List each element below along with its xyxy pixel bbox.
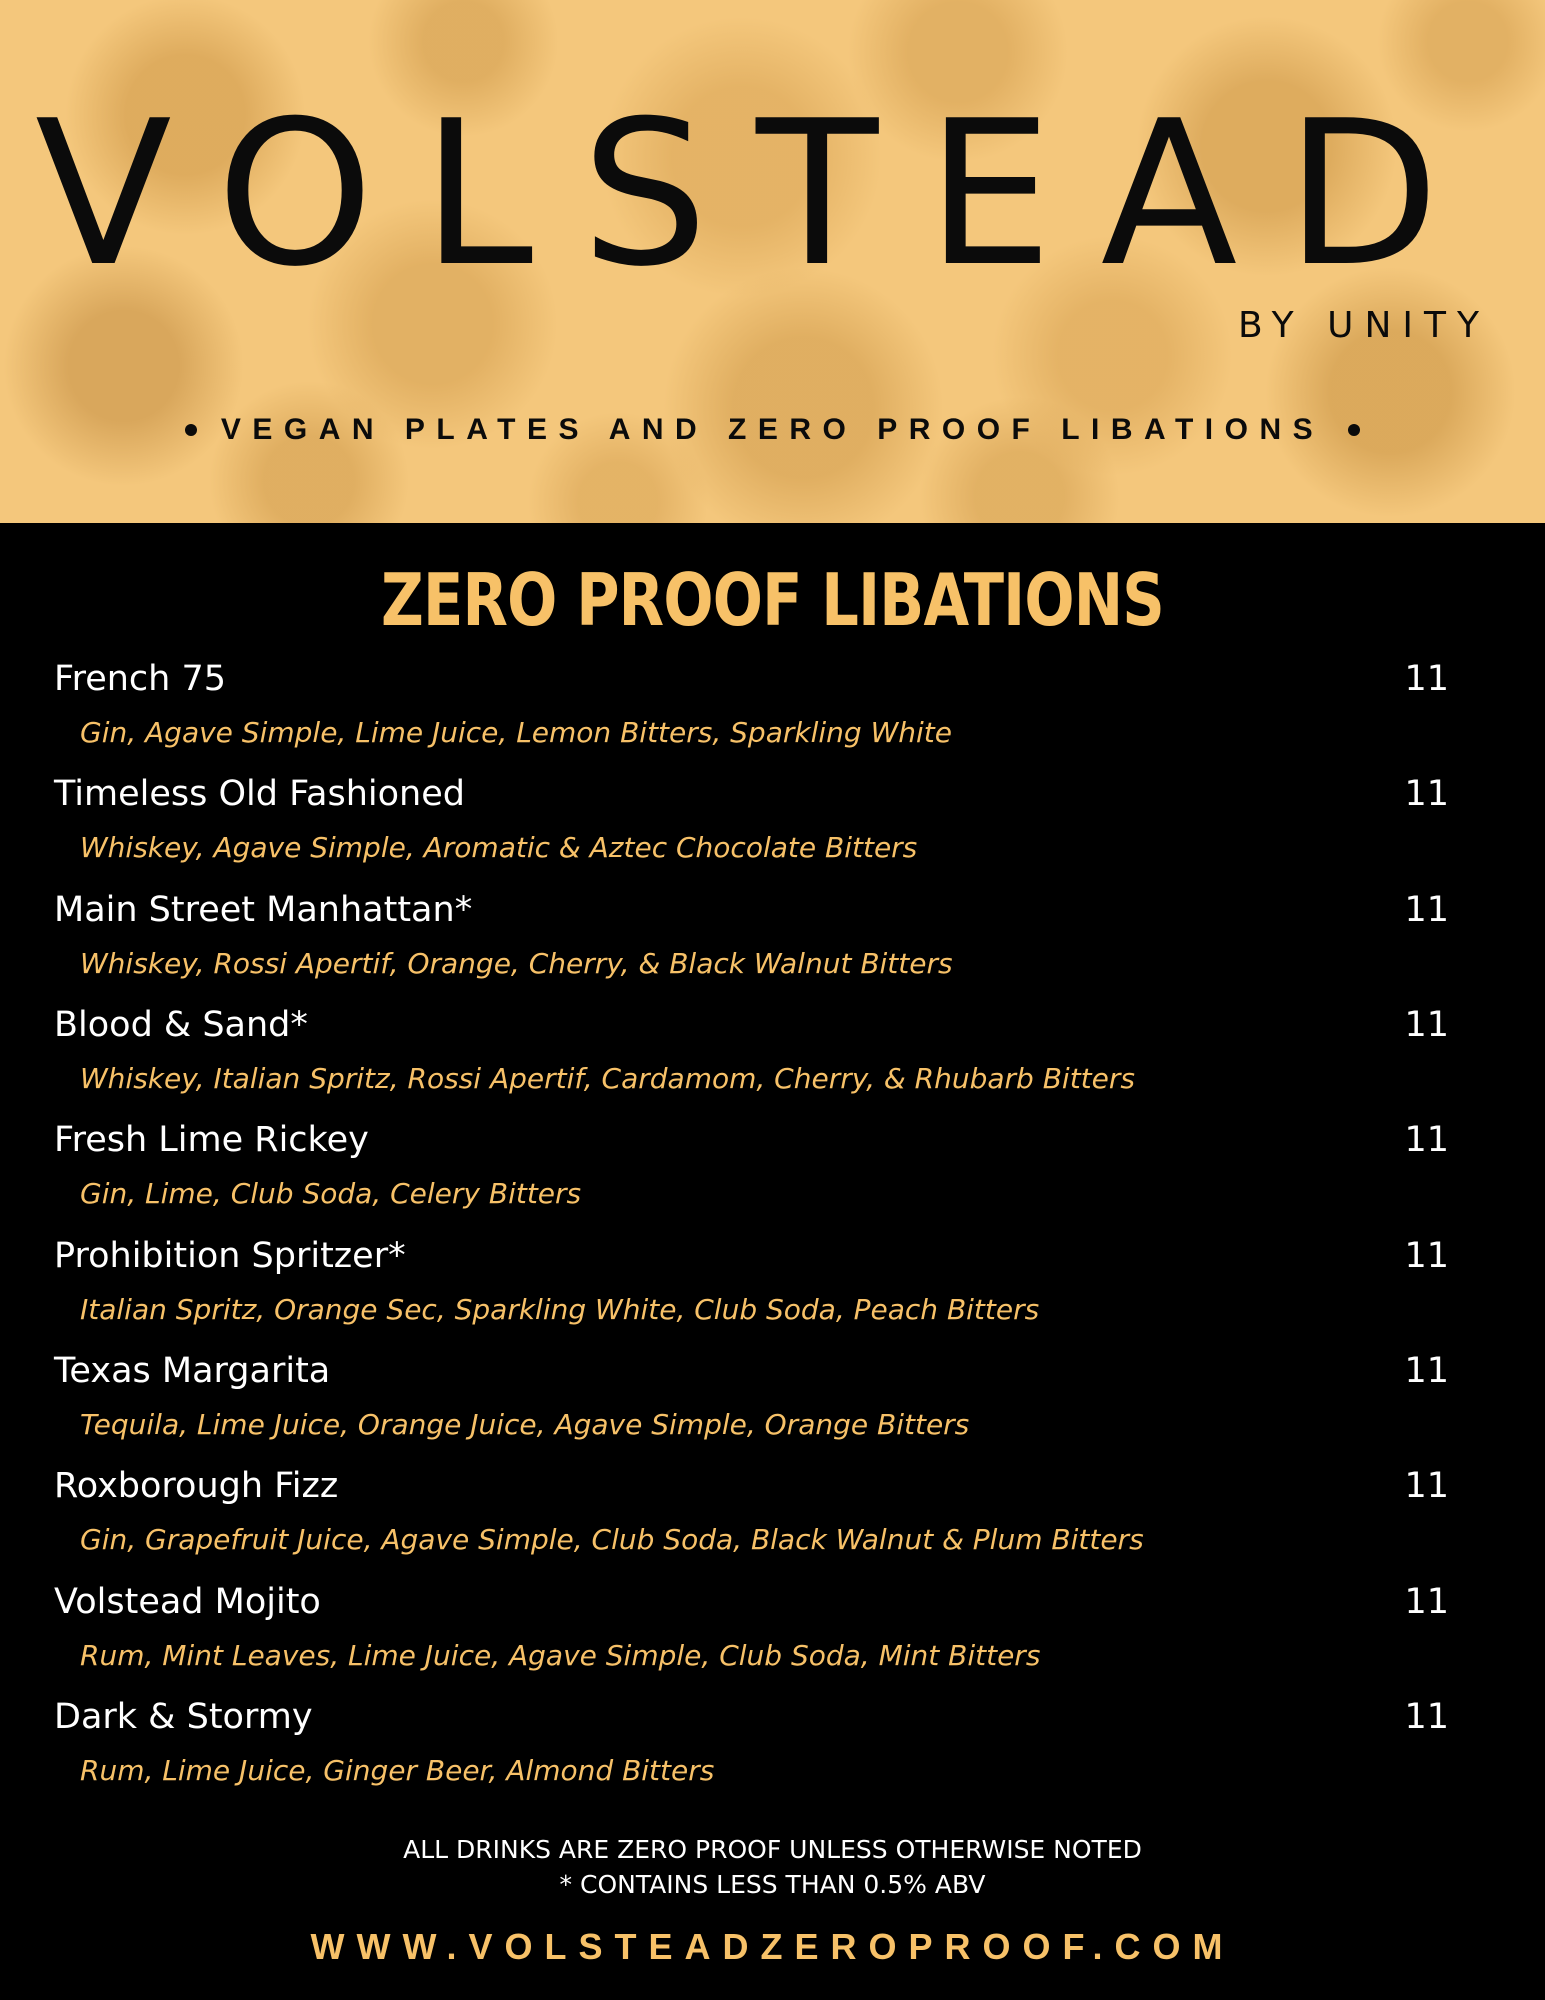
- item-description: Gin, Grapefruit Juice, Agave Simple, Club Soda, Black Walnut & Plum Bitters: [80, 1523, 1144, 1556]
- menu-item: [0, 655, 1545, 771]
- item-price: 11: [1404, 774, 1449, 814]
- item-price: 11: [1404, 1351, 1449, 1391]
- bullet-left-icon: [185, 424, 197, 436]
- item-description: Tequila, Lime Juice, Orange Juice, Agave Simple, Orange Bitters: [80, 1408, 970, 1441]
- zero-proof-note: ALL DRINKS ARE ZERO PROOF UNLESS OTHERWISE NOTED: [403, 1835, 1142, 1864]
- abv-note: * CONTAINS LESS THAN 0.5% ABV: [559, 1870, 986, 1899]
- item-name: Roxborough Fizz: [54, 1466, 339, 1506]
- item-description: Whiskey, Rossi Apertif, Orange, Cherry, & Black Walnut Bitters: [80, 947, 953, 980]
- item-description: Gin, Agave Simple, Lime Juice, Lemon Bitters, Sparkling White: [80, 716, 952, 749]
- item-price: 11: [1404, 1005, 1449, 1045]
- item-description: Whiskey, Italian Spritz, Rossi Apertif, Cardamom, Cherry, & Rhubarb Bitters: [80, 1062, 1135, 1095]
- item-name: Texas Margarita: [54, 1351, 331, 1391]
- item-name: Main Street Manhattan*: [54, 890, 473, 930]
- menu-item: [0, 886, 1545, 1002]
- menu-item: [0, 770, 1545, 886]
- item-name: Dark & Stormy: [54, 1697, 313, 1737]
- menu-item: [0, 1001, 1545, 1117]
- item-name: French 75: [54, 659, 227, 699]
- menu-item: [0, 1578, 1545, 1694]
- item-description: Gin, Lime, Club Soda, Celery Bitters: [80, 1177, 582, 1210]
- item-name: Blood & Sand*: [54, 1005, 308, 1045]
- item-price: 11: [1404, 1236, 1449, 1276]
- item-price: 11: [1404, 659, 1449, 699]
- item-price: 11: [1404, 1582, 1449, 1622]
- item-description: Rum, Lime Juice, Ginger Beer, Almond Bitters: [80, 1754, 715, 1787]
- item-description: Italian Spritz, Orange Sec, Sparkling White, Club Soda, Peach Bitters: [80, 1293, 1040, 1326]
- header-banner: [0, 0, 1545, 523]
- menu-item: [0, 1232, 1545, 1348]
- brand-name: VOLSTEAD: [35, 78, 1488, 311]
- item-name: Prohibition Spritzer*: [54, 1236, 406, 1276]
- item-description: Whiskey, Agave Simple, Aromatic & Aztec Chocolate Bitters: [80, 831, 918, 864]
- menu-item: [0, 1347, 1545, 1463]
- item-name: Fresh Lime Rickey: [54, 1120, 369, 1160]
- item-name: Timeless Old Fashioned: [54, 774, 465, 814]
- item-name: Volstead Mojito: [54, 1582, 321, 1622]
- bullet-right-icon: [1348, 424, 1360, 436]
- menu-item: [0, 1693, 1545, 1809]
- tagline: VEGAN PLATES AND ZERO PROOF LIBATIONS: [220, 413, 1325, 446]
- item-price: 11: [1404, 1120, 1449, 1160]
- tagline-row: [0, 408, 1545, 452]
- item-description: Rum, Mint Leaves, Lime Juice, Agave Simple, Club Soda, Mint Bitters: [80, 1639, 1041, 1672]
- menu-list: [0, 655, 1545, 1805]
- item-price: 11: [1404, 890, 1449, 930]
- website-link[interactable]: WWW.VOLSTEADZEROPROOF.COM: [310, 1926, 1235, 1967]
- brand-subtitle: BY UNITY: [1237, 305, 1490, 346]
- item-price: 11: [1404, 1697, 1449, 1737]
- item-price: 11: [1404, 1466, 1449, 1506]
- menu-item: [0, 1116, 1545, 1232]
- menu-item: [0, 1462, 1545, 1578]
- section-title: ZERO PROOF LIBATIONS: [380, 558, 1164, 642]
